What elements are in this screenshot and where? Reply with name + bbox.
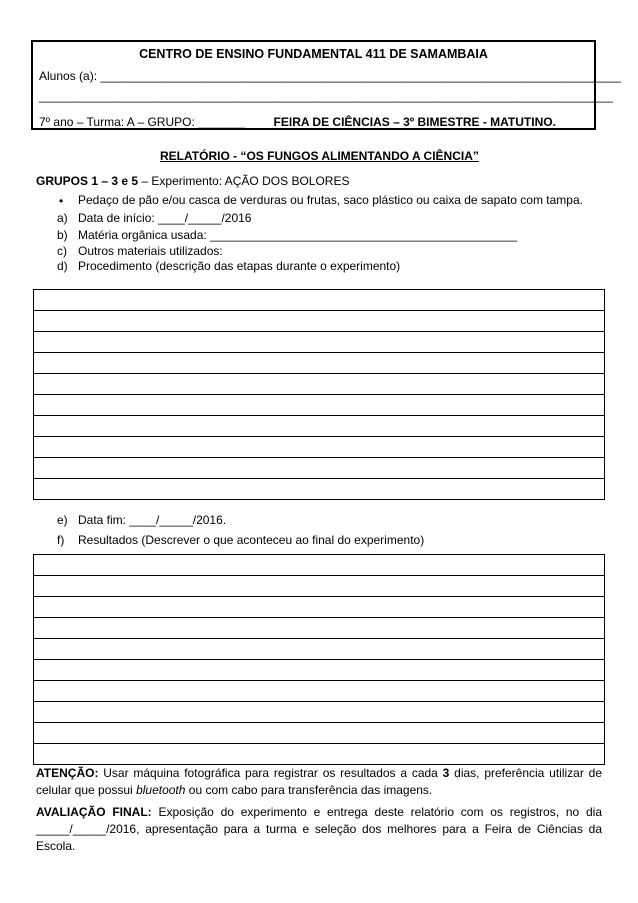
item-a-marker: a) <box>57 211 68 225</box>
item-b-marker: b) <box>57 228 68 242</box>
final-evaluation-paragraph <box>36 804 602 855</box>
attention-text: dias, preferência utilizar de celular que possui <box>36 766 602 797</box>
results-line[interactable] <box>34 660 605 681</box>
item-d-marker: d) <box>57 259 68 273</box>
results-line[interactable] <box>34 576 605 597</box>
header-box <box>31 40 621 130</box>
students-field[interactable]: Alunos (a): ______________________________________________________________________________ <box>39 69 621 83</box>
students-blank-line[interactable]: ______________________________________________________________________________________ <box>39 89 613 103</box>
procedure-line[interactable] <box>34 353 605 374</box>
results-line[interactable] <box>34 618 605 639</box>
groups-line <box>36 174 349 188</box>
item-b-organic-matter[interactable]: Matéria orgânica usada: ______________________________________________ <box>78 228 518 242</box>
class-info: 7º ano – Turma: A – GRUPO: _______ <box>39 115 245 129</box>
item-f-marker: f) <box>57 533 65 547</box>
attention-label: ATENÇÃO: <box>36 766 99 780</box>
results-line[interactable] <box>34 555 605 576</box>
final-label: AVALIAÇÃO FINAL: <box>36 805 152 819</box>
procedure-line[interactable] <box>34 374 605 395</box>
attention-text: ou com cabo para transferência das imagens. <box>185 783 433 797</box>
item-c-other-materials: Outros materiais utilizados: <box>78 244 223 258</box>
attention-paragraph <box>36 765 602 799</box>
experiment-name: – Experimento: AÇÃO DOS BOLORES <box>138 174 350 188</box>
attention-bluetooth: bluetooth <box>136 783 186 797</box>
results-line[interactable] <box>34 639 605 660</box>
procedure-lines-table[interactable] <box>33 289 605 500</box>
results-line[interactable] <box>34 723 605 744</box>
item-e-end-date[interactable]: Data fim: ____/_____/2016. <box>78 513 227 527</box>
procedure-line[interactable] <box>34 311 605 332</box>
item-e-marker: e) <box>57 513 68 527</box>
procedure-line[interactable] <box>34 479 605 500</box>
procedure-line[interactable] <box>34 332 605 353</box>
attention-text: Usar máquina fotográfica para registrar os resultados a cada <box>98 766 443 780</box>
item-d-procedure: Procedimento (descrição das etapas durante o experimento) <box>78 259 401 273</box>
fair-info: FEIRA DE CIÊNCIAS – 3º BIMESTRE - MATUTINO. <box>273 115 556 129</box>
item-c-marker: c) <box>57 244 67 258</box>
school-title: CENTRO DE ENSINO FUNDAMENTAL 411 DE SAMAMBAIA <box>139 47 488 61</box>
report-title: RELATÓRIO - “OS FUNGOS ALIMENTANDO A CIÊNCIA” <box>160 149 479 163</box>
results-line[interactable] <box>34 702 605 723</box>
results-line[interactable] <box>34 744 605 765</box>
results-line[interactable] <box>34 681 605 702</box>
groups-label: GRUPOS 1 – 3 e 5 <box>36 174 139 188</box>
item-a-start-date[interactable]: Data de início: ____/_____/2016 <box>78 211 252 225</box>
attention-days: 3 <box>442 766 450 780</box>
materials-bullet: Pedaço de pão e/ou casca de verduras ou frutas, saco plástico ou caixa de sapato com tampa. <box>78 193 583 207</box>
bullet-icon: • <box>59 194 64 208</box>
procedure-line[interactable] <box>34 416 605 437</box>
procedure-line[interactable] <box>34 290 605 311</box>
item-f-results: Resultados (Descrever o que aconteceu ao final do experimento) <box>78 533 425 547</box>
procedure-line[interactable] <box>34 437 605 458</box>
results-lines-table[interactable] <box>33 554 605 765</box>
procedure-line[interactable] <box>34 458 605 479</box>
class-info-line <box>39 115 556 129</box>
procedure-line[interactable] <box>34 395 605 416</box>
results-line[interactable] <box>34 597 605 618</box>
final-text: Exposição do experimento e entrega deste relatório com os registros, no dia _____/_____/2016, apresentação para a turma e seleção dos melhores para a Feira de Ciências da Escola. <box>36 805 602 853</box>
